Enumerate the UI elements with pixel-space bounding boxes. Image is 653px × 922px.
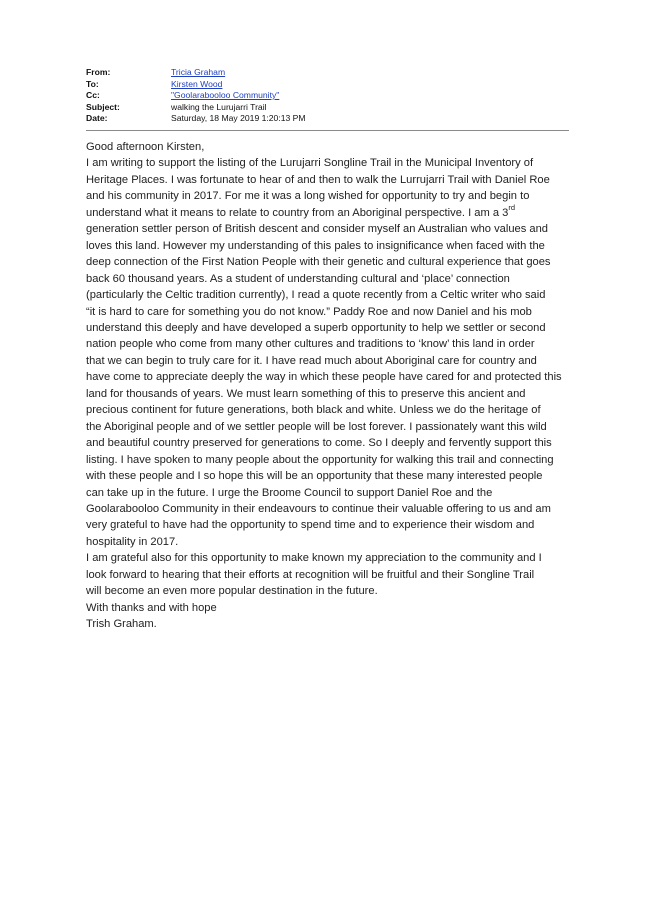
body-line: with these people and I so hope this will be an opportunity that these many interested people [86, 470, 543, 483]
body-line: loves this land. However my understanding of this pales to insignificance when faced with the [86, 239, 545, 252]
body-line [86, 205, 576, 221]
signature: Trish Graham. [86, 618, 157, 631]
to-label: To: [86, 78, 99, 89]
cc-row [86, 90, 569, 102]
body-line: look forward to hearing that their efforts at recognition will be fruitful and their Songline Trail [86, 568, 535, 581]
greeting: Good afternoon Kirsten, [86, 141, 205, 153]
cc-label: Cc: [86, 90, 100, 101]
date-value: Saturday, 18 May 2019 1:20:13 PM [171, 113, 306, 124]
email-body [86, 139, 576, 633]
body-line: can take up in the future. I urge the Broome Council to support Daniel Roe and the [86, 486, 493, 499]
cc-link[interactable]: "Goolarabooloo Community" [171, 90, 280, 101]
body-line: deep connection of the First Nation People with their genetic and cultural experience that goes [86, 256, 551, 269]
subject-label: Subject: [86, 101, 120, 112]
body-line: will become an even more popular destination in the future. [86, 585, 378, 598]
body-line: understand this deeply and have developed a superb opportunity to help we settler or second [86, 321, 546, 334]
body-line: hospitality in 2017. [86, 535, 179, 548]
body-line: (particularly the Celtic tradition currently), I read a quote recently from a Celtic writer who said [86, 289, 546, 302]
ordinal-superscript: rd [508, 203, 516, 213]
subject-row [86, 102, 569, 114]
body-line: Goolarabooloo Community in their endeavours to continue their valuable offering to us and am [86, 502, 551, 515]
body-line: and his community in 2017. For me it was a long wished for opportunity to try and begin to [86, 190, 530, 203]
body-line: have come to appreciate deeply the way in which these people have cared for and protected this [86, 371, 562, 384]
body-line: nation people who come from many other cultures and traditions to ‘know’ this land in order [86, 338, 535, 351]
from-label: From: [86, 67, 111, 77]
from-row [86, 67, 569, 79]
from-link[interactable]: Tricia Graham [171, 67, 226, 77]
body-line-text: understand what it means to relate to country from an Aboriginal perspective. I am a 3 [86, 206, 509, 219]
body-line: “it is hard to care for something you do not know.” Paddy Roe and now Daniel and his mob [86, 305, 532, 318]
body-line: listing. I have spoken to many people about the opportunity for walking this trail and connecting [86, 453, 554, 466]
body-line: Heritage Places. I was fortunate to hear of and then to walk the Lurrujarri Trail with Daniel Roe [86, 173, 550, 186]
body-line: very grateful to have had the opportunity to spend time and to experience their wisdom and [86, 519, 535, 532]
body-line: the Aboriginal people and of we settler people will be lost forever. I passionately want this wild [86, 420, 547, 433]
body-line: back 60 thousand years. As a student of understanding cultural and ‘place’ connection [86, 272, 510, 285]
body-line: generation settler person of British descent and consider myself an Australian who values and [86, 223, 548, 236]
body-line: that we can begin to truly care for it. I have read much about Aboriginal care for country and [86, 354, 537, 367]
header-divider [86, 130, 569, 131]
date-row [86, 113, 569, 125]
body-line: land for thousands of years. We must learn something of this to preserve this ancient and [86, 387, 526, 400]
body-line: and beautiful country preserved for generations to come. So I deeply and fervently support this [86, 437, 552, 450]
to-row [86, 79, 569, 91]
subject-value: walking the Lurujarri Trail [171, 101, 267, 112]
date-label: Date: [86, 113, 108, 124]
to-link[interactable]: Kirsten Wood [171, 78, 223, 89]
body-line: With thanks and with hope [86, 601, 217, 614]
body-line: I am writing to support the listing of the Lurujarri Songline Trail in the Municipal Inventory of [86, 157, 534, 170]
body-line: I am grateful also for this opportunity to make known my appreciation to the community and I [86, 552, 542, 565]
email-header [86, 67, 569, 125]
body-line: precious continent for future generations, both black and white. Unless we do the heritage of [86, 404, 541, 417]
